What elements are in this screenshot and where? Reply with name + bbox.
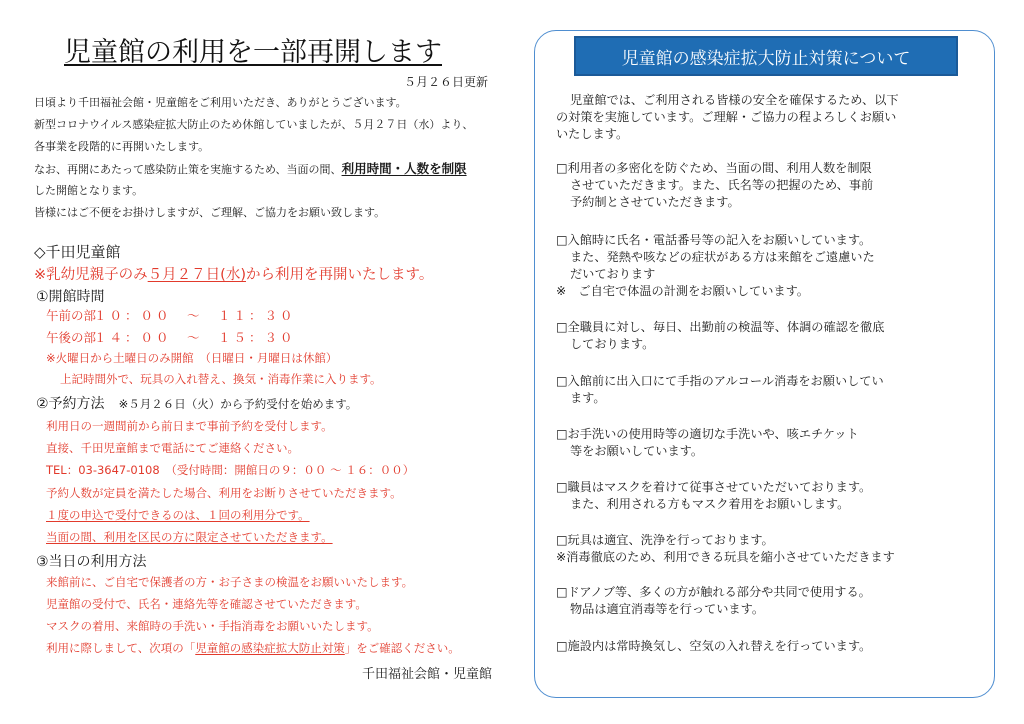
sameday-line: マスクの着用、来館時の手洗い・手指消毒をお願いいたします。 — [46, 619, 379, 633]
intro-line: なお、再開にあたって感染防止策を実施するため、当面の間、利用時間・人数を制限 — [34, 161, 467, 176]
facility-heading: ◇千田児童館 — [34, 243, 121, 261]
sameday-line: 来館前に、ご自宅で保護者の方・お子さまの検温をお願いいたします。 — [46, 575, 414, 589]
sameday-heading: ③当日の利用方法 — [36, 554, 147, 570]
measure-item: □職員はマスクを着けて従事させていただいております。 また、利用される方もマスク着用をお願いします。 — [556, 480, 872, 511]
hours-note: 上記時間外で、玩具の入れ替え、換気・消毒作業に入ります。 — [60, 372, 382, 386]
page-title: 児童館の利用を一部再開します — [64, 37, 442, 68]
intro-line: 皆様にはご不便をお掛けしますが、ご理解、ご協力をお願い致します。 — [34, 206, 386, 219]
measure-item: □お手洗いの使用時等の適切な手洗いや、咳エチケット 等をお願いしています。 — [556, 427, 859, 458]
measure-item: □ドアノブ等、多くの方が触れる部分や共同で使用する。 物品は適宜消毒等を行っています。 — [556, 585, 871, 616]
measure-item: □入館前に出入口にて手指のアルコール消毒をお願いしてい ます。 — [556, 374, 884, 405]
sameday-line: 児童館の受付で、氏名・連絡先等を確認させていただきます。 — [46, 597, 367, 611]
reserve-line: 当面の間、利用を区民の方に限定させていただきます。 — [46, 530, 333, 544]
limit-emphasis: 利用時間・人数を制限 — [341, 161, 467, 176]
measures-reference: 児童館の感染症拡大防止対策 — [195, 641, 345, 655]
reserve-line: １度の申込で受付できるのは、１回の利用分です。 — [46, 508, 310, 522]
reserve-line: 直接、千田児童館まで電話にてご連絡ください。 — [46, 441, 299, 455]
intro-line: 新型コロナウイルス感染症拡大防止のため休館していましたが、５月２７日（水）より、 — [34, 118, 474, 131]
updated-date: ５月２６日更新 — [403, 75, 488, 89]
intro-line: 日頃より千田福祉会館・児童館をご利用いただき、ありがとうございます。 — [34, 96, 407, 109]
measure-item: □入館時に氏名・電話番号等の記入をお願いしています。 また、発熱や咳などの症状がある方は来館をご遠慮いた だいております ※ ご自宅で体温の計測をお願いしています。 — [556, 233, 875, 298]
measure-item: □全職員に対し、毎日、出勤前の検温等、体調の確認を徹底 しております。 — [556, 320, 885, 351]
hours-note: ※火曜日から土曜日のみ開館 （日曜日・月曜日は休館） — [46, 351, 338, 365]
hours-row-am: 午前の部１０：００ ～ １１：３０ — [46, 308, 296, 323]
hours-heading: ①開館時間 — [36, 289, 105, 305]
sameday-line: 利用に際しまして、次項の「児童館の感染症拡大防止対策」をご確認ください。 — [46, 641, 460, 655]
reserve-phone: TEL：03-3647-0108 （受付時間：開館日の９：００ ～ １６：００） — [46, 463, 415, 477]
measure-item: □利用者の多密化を防ぐため、当面の間、利用人数を制限 させていただきます。また、氏名等の把握のため、事前 予約制とさせていただきます。 — [556, 161, 874, 209]
measure-item: □玩具は適宜、洗浄を行っております。 ※消毒徹底のため、利用できる玩具を縮小させていただきます — [556, 533, 895, 564]
intro-line: 各事業を段階的に再開いたします。 — [34, 140, 210, 153]
reopen-date: ５月２７日(水) — [147, 267, 246, 283]
hours-row-pm: 午後の部１４：００ ～ １５：３０ — [46, 330, 296, 345]
reserve-line: 予約人数が定員を満たした場合、利用をお断りさせていただきます。 — [46, 486, 402, 500]
reserve-line: 利用日の一週間前から前日まで事前予約を受付します。 — [46, 419, 333, 433]
reopen-notice: ※乳幼児親子のみ５月２７日(水)から利用を再開いたします。 — [34, 267, 434, 283]
measures-title: 児童館の感染症拡大防止対策について — [574, 36, 958, 76]
intro-line: した開館となります。 — [34, 184, 144, 197]
organization-name: 千田福祉会館・児童館 — [361, 667, 492, 682]
reserve-heading: ②予約方法 ※５月２６日（火）から予約受付を始めます。 — [36, 396, 358, 412]
measures-intro: 児童館では、ご利用される皆様の安全を確保するため、以下 の対策を実施しています。ご理解・ご協力の程よろしくお願い いたします。 — [556, 93, 899, 141]
measure-item: □施設内は常時換気し、空気の入れ替えを行っています。 — [556, 639, 872, 653]
